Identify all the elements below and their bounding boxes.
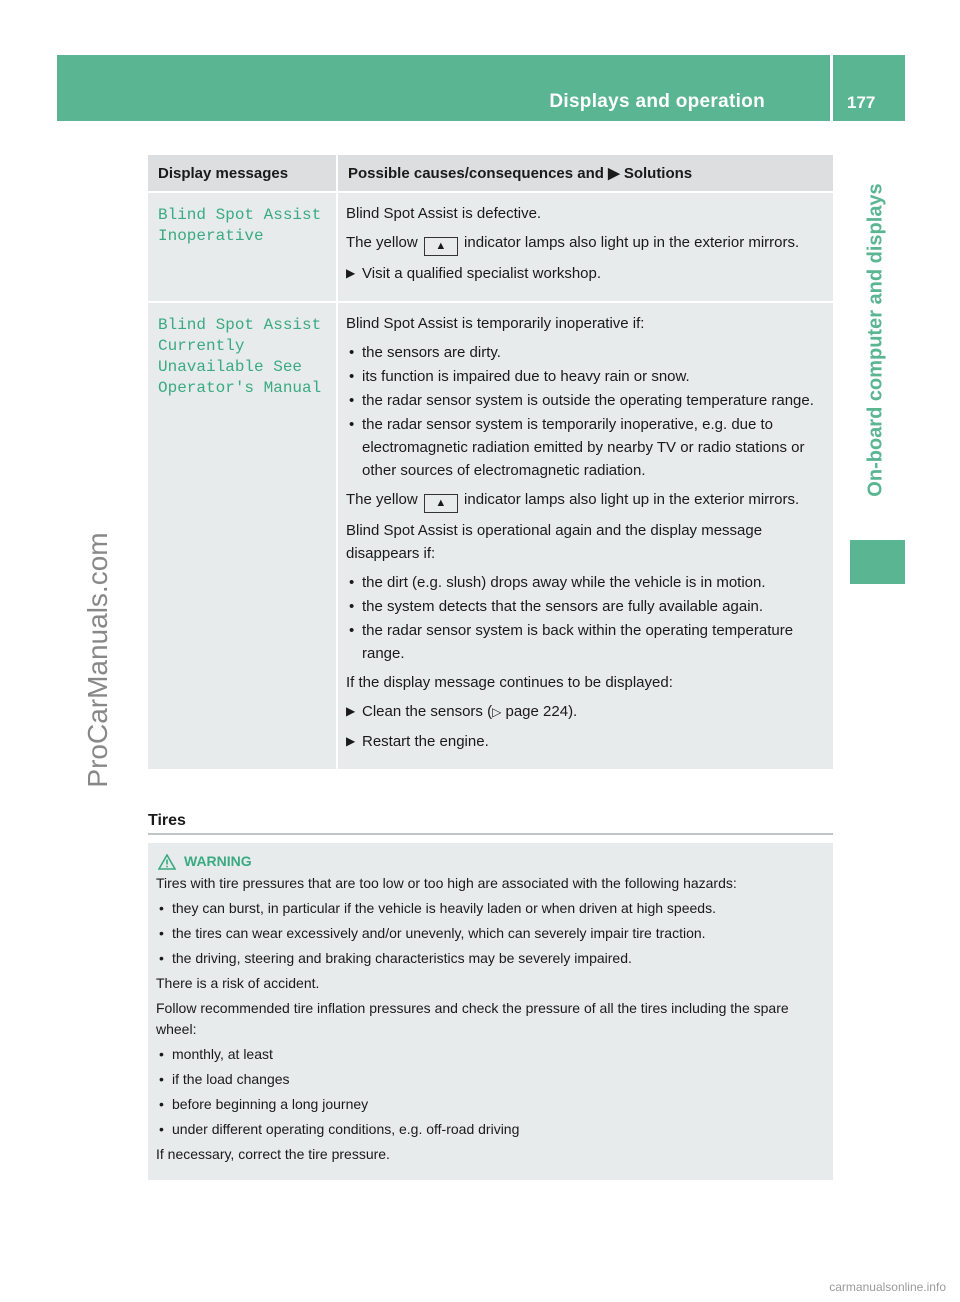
step-arrow-icon: ▶ [346,734,356,748]
list-item: • its function is impaired due to heavy rain or snow. [346,365,825,388]
side-tab [848,170,904,510]
lamp-text: The yellow ▲ indicator lamps also light up in the exterior mirrors. [346,231,825,256]
display-message: Blind Spot Assist Inoperative [158,206,322,245]
header-bar [57,55,905,121]
side-tab-label: On-board computer and displays [864,183,887,497]
side-tab-block [850,540,905,584]
warning-triangle-icon [158,854,176,870]
warning-correct: If necessary, correct the tire pressure. [156,1146,390,1162]
warning-box [148,843,833,1180]
list-item: • the radar sensor system is back within the operating temperature range. [346,619,825,665]
header-divider [830,55,833,121]
list-item: • the driving, steering and braking characteristics may be severely impaired. [156,948,825,969]
lamp-text: The yellow ▲ indicator lamps also light up in the exterior mirrors. [346,488,825,513]
watermark-text: ProCarManuals.com [82,532,113,788]
blind-spot-lamp-icon: ▲ [424,494,458,513]
solution-step: ▶ Clean the sensors (▷ page 224). [346,700,825,724]
message-cell [148,302,337,769]
list-item: • monthly, at least [156,1044,825,1065]
solution-step: ▶ Visit a qualified specialist workshop. [346,262,825,285]
cause-text: Blind Spot Assist is defective. [346,205,542,222]
solution-step: ▶ Restart the engine. [346,730,825,753]
solution-cell [337,302,833,769]
list-item: • they can burst, in particular if the vehicle is heavily laden or when driven at high speeds. [156,898,825,919]
step-arrow-icon: ▶ [346,266,356,280]
list-item: • before beginning a long journey [156,1094,825,1115]
display-messages-table [148,155,833,769]
list-item: • the tires can wear excessively and/or unevenly, which can severely impair tire traction. [156,923,825,944]
table-row [148,192,833,302]
blind-spot-lamp-icon: ▲ [424,237,458,256]
list-item: • the radar sensor system is outside the operating temperature range. [346,389,825,412]
continues-text: If the display message continues to be displayed: [346,674,673,691]
warning-intro: Tires with tire pressures that are too low or too high are associated with the following hazards: [156,875,737,891]
step-arrow-icon: ▶ [346,704,356,718]
warning-follow: Follow recommended tire inflation pressures and check the pressure of all the tires including the spare wheel: [156,1000,789,1037]
warning-label: WARNING [184,853,252,869]
warning-risk: There is a risk of accident. [156,975,320,991]
page-reference[interactable]: page 224 [505,703,569,720]
list-item: • if the load changes [156,1069,825,1090]
message-cell [148,192,337,302]
list-item: • the sensors are dirty. [346,341,825,364]
table-row [148,302,833,769]
list-item: • the dirt (e.g. slush) drops away while the vehicle is in motion. [346,571,825,594]
section-title: Tires [148,812,833,835]
warning-header [156,851,825,872]
list-item: • under different operating conditions, e.g. off-road driving [156,1119,825,1140]
footer-watermark: carmanualsonline.info [829,1280,946,1294]
list-item: • the radar sensor system is temporarily inoperative, e.g. due to electromagnetic radiation emitted by nearby TV or radio stations or other sources of electromagnetic radiation. [346,413,825,482]
watermark [78,520,118,800]
display-message: Blind Spot Assist Currently Unavailable See Operator's Manual [158,316,322,397]
page-ref-icon: ▷ [492,705,502,719]
page-number: 177 [847,93,876,112]
operational-text: Blind Spot Assist is operational again and the display message disappears if: [346,522,763,562]
column-header-messages: Display messages [148,155,337,192]
column-header-solutions: Possible causes/consequences and ▶ Solutions [337,155,833,192]
solution-cell [337,192,833,302]
table-header-row [148,155,833,192]
intro-text: Blind Spot Assist is temporarily inoperative if: [346,315,645,332]
list-item: • the system detects that the sensors are fully available again. [346,595,825,618]
header-title: Displays and operation [549,91,765,112]
